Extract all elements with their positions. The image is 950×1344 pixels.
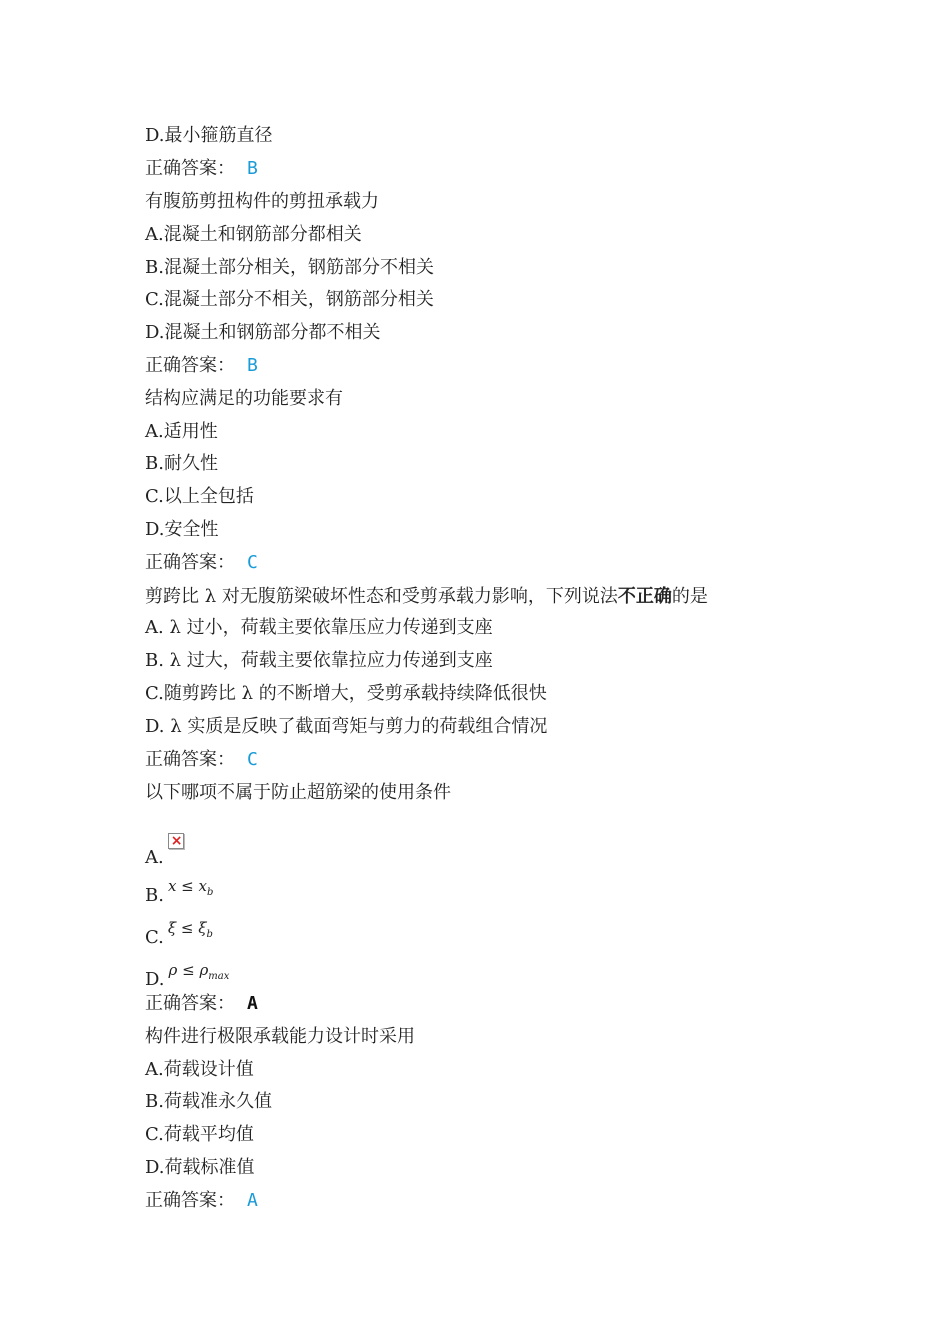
option-d — [145, 959, 229, 991]
answer-value: C — [247, 552, 258, 573]
option-text: B.耐久性 — [145, 453, 218, 474]
question-emphasis: 不正确 — [617, 586, 672, 606]
option-text: A.荷载设计值 — [145, 1059, 254, 1080]
answer-line — [145, 1190, 258, 1212]
answer-value: B — [247, 355, 258, 376]
option-label: C. — [145, 927, 164, 948]
option-text: D. λ 实质是反映了截面弯矩与剪力的荷载组合情况 — [145, 716, 548, 737]
answer-label: 正确答案： — [145, 1190, 235, 1211]
formula: $\xi \le \xi_b$ — [167, 919, 213, 940]
option-label: A. — [145, 847, 164, 868]
option-text: C.以上全包括 — [145, 486, 254, 507]
option-text: D.安全性 — [145, 519, 219, 540]
option-text: B.荷载准永久值 — [145, 1091, 272, 1112]
option-text: C.荷载平均值 — [145, 1124, 254, 1145]
formula: $\rho \le \rho_{max}$ — [168, 961, 230, 982]
question-text: 构件进行极限承载能力设计时采用 — [145, 1026, 415, 1047]
answer-label: 正确答案： — [145, 552, 235, 573]
question-text — [145, 585, 708, 608]
question-prefix: 剪跨比 λ 对无腹筋梁破坏性态和受剪承载力影响，下列说法 — [145, 586, 618, 607]
answer-value: C — [247, 749, 258, 770]
question-text: 有腹筋剪扭构件的剪扭承载力 — [145, 191, 379, 212]
answer-line — [145, 749, 258, 771]
option-b — [145, 875, 213, 907]
option-text: A. λ 过小，荷载主要依靠压应力传递到支座 — [145, 617, 493, 638]
option-a — [145, 833, 184, 869]
answer-line — [145, 355, 258, 377]
option-c — [145, 917, 213, 949]
option-text: C.随剪跨比 λ 的不断增大，受剪承载持续降低很快 — [145, 683, 547, 704]
option-label: D. — [145, 969, 165, 990]
option-text: C.混凝土部分不相关，钢筋部分相关 — [145, 289, 434, 310]
option-label: B. — [145, 885, 164, 906]
option-text: D.荷载标准值 — [145, 1157, 255, 1178]
answer-value: A — [247, 993, 258, 1014]
option-text: B. λ 过大，荷载主要依靠拉应力传递到支座 — [145, 650, 493, 671]
answer-label: 正确答案： — [145, 158, 235, 179]
question-suffix: 的是 — [671, 586, 708, 607]
answer-line — [145, 993, 258, 1015]
option-text: A.混凝土和钢筋部分都相关 — [145, 224, 362, 245]
answer-label: 正确答案： — [145, 993, 235, 1014]
question-text: 以下哪项不属于防止超筋梁的使用条件 — [145, 782, 451, 803]
answer-line — [145, 552, 258, 574]
question-text: 结构应满足的功能要求有 — [145, 388, 343, 409]
answer-label: 正确答案： — [145, 749, 235, 770]
answer-line — [145, 158, 258, 180]
formula: $x \le x_b$ — [167, 877, 214, 898]
answer-label: 正确答案： — [145, 355, 235, 376]
option-text: A.适用性 — [145, 421, 218, 442]
answer-value: B — [247, 158, 258, 179]
answer-value: A — [247, 1190, 258, 1211]
broken-image-icon — [168, 833, 184, 849]
option-text: D.混凝土和钢筋部分都不相关 — [145, 322, 381, 343]
option-text: D.最小箍筋直径 — [145, 125, 273, 146]
option-text: B.混凝土部分相关，钢筋部分不相关 — [145, 257, 434, 278]
